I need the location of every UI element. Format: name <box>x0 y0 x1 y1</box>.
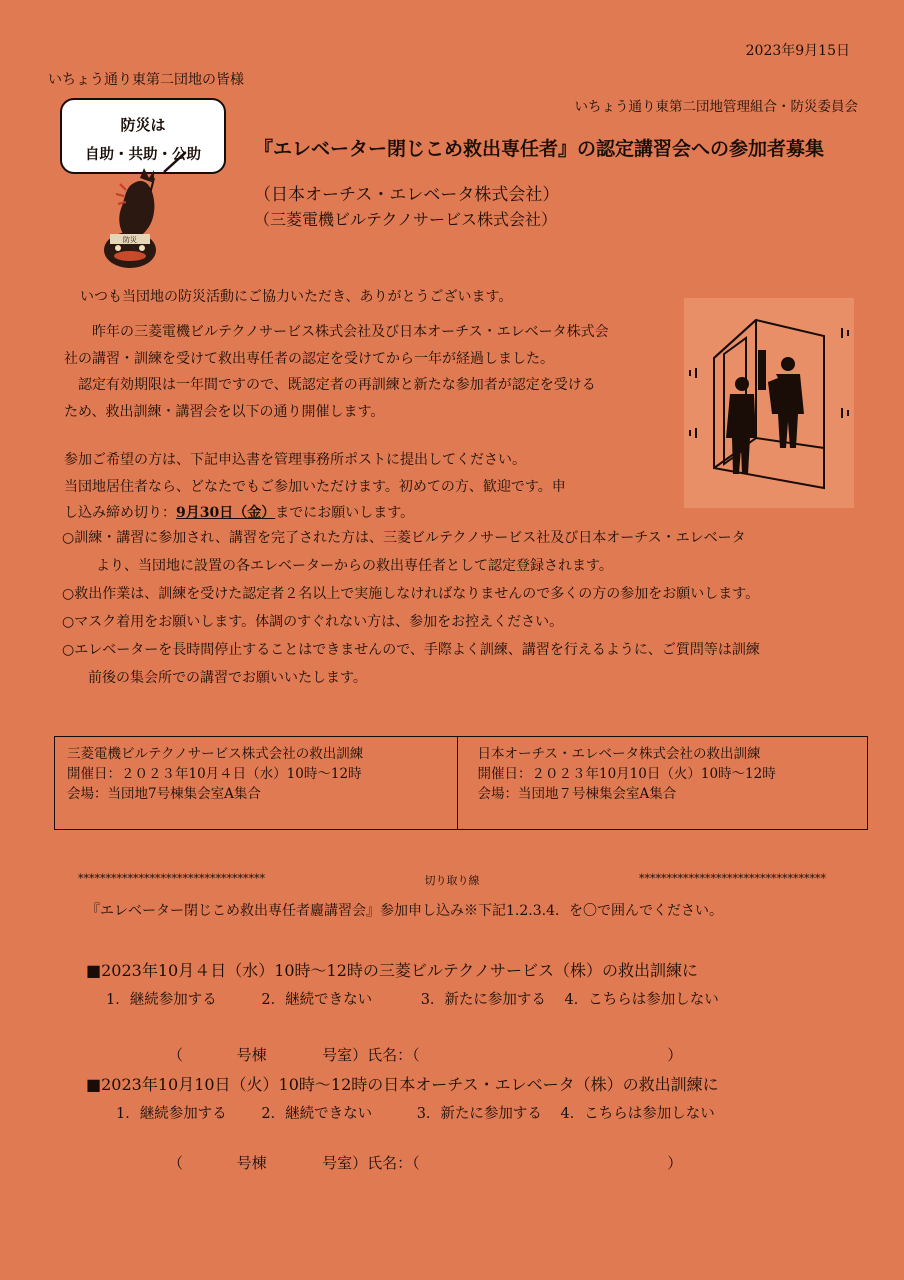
building-label: 号棟 <box>236 1154 267 1172</box>
company-otis: （日本オーチス・エレベータ株式会社） <box>254 185 560 205</box>
bubble-line-2: 自助・共助・公助 <box>85 147 201 163</box>
notes-list <box>62 524 760 692</box>
schedule-date: 開催日：２０２３年10月10日（火）10時～12時 <box>477 766 776 782</box>
option-continue[interactable]: 1．継続参加する <box>106 992 217 1008</box>
paragraph-1-line-2: 社の講習・訓練を受けて救出専任者の認定を受けてから一年が経過しました。 <box>64 350 554 367</box>
cut-line-stars-left: ********************************** <box>78 872 265 885</box>
paren-open: （ <box>168 1046 184 1064</box>
schedule-name: 日本オーチス・エレベータ株式会社の救出訓練 <box>477 746 761 762</box>
schedule-name: 三菱電機ビルテクノサービス株式会社の救出訓練 <box>67 746 364 762</box>
schedule-mitsubishi <box>55 737 457 829</box>
note-1-line-1: ○訓練・講習に参加され、講習を完了された方は、三菱ビルテクノサービス社及び日本オーチス・エレベータ <box>62 530 746 546</box>
paragraph-3-line-1: 参加ご希望の方は、下記申込書を管理事務所ポストに提出してください。 <box>64 452 526 468</box>
paragraph-2-line-1: 認定有効期限は一年間ですので、既認定者の再訓練と新たな参加者が認定を受ける <box>78 377 596 393</box>
sender: いちょう通り東第二団地管理組合・防災委員会 <box>574 99 858 115</box>
schedule-otis <box>457 737 868 829</box>
deadline-suffix: までにお願いします。 <box>275 505 415 521</box>
session-2-options <box>116 1102 715 1123</box>
schedule-date: 開催日：２０２３年10月４日（水）10時～12時 <box>67 766 362 782</box>
schedule-venue: 会場：当団地7号棟集会室A集合 <box>67 786 261 802</box>
paren-close: ） <box>667 1154 683 1172</box>
addressee: いちょう通り東第二団地の皆様 <box>48 72 244 88</box>
option-not-attending[interactable]: 4．こちらは参加しない <box>560 1106 715 1122</box>
room-name-label: 号室）氏名：（ <box>322 1046 420 1064</box>
session-1-title: ■2023年10月４日（水）10時～12時の三菱ビルテクノサービス（株）の救出訓練に <box>86 961 698 980</box>
schedule-venue: 会場：当団地７号棟集会室A集合 <box>477 786 677 802</box>
cut-line-label: 切り取り線 <box>424 874 480 887</box>
company-mitsubishi: （三菱電機ビルテクノサービス株式会社） <box>254 210 558 229</box>
building-label: 号棟 <box>236 1046 267 1064</box>
note-4-line-2: 前後の集会所での講習でお願いいたします。 <box>88 670 367 686</box>
note-1-line-2: より、当団地に設置の各エレベーターからの救出専任者として認定登録されます。 <box>96 558 613 574</box>
cut-line <box>78 872 826 888</box>
option-cannot-continue[interactable]: 2．継続できない <box>261 992 373 1008</box>
note-2: ○救出作業は、訓練を受けた認定者２名以上で実施しなければなりませんので多くの方の参加をお願いします。 <box>62 586 760 602</box>
cut-line-stars-right: ********************************** <box>639 872 826 885</box>
note-4-line-1: ○エレベーターを長時間停止することはできませんので、手際よく訓練、講習を行えるように、ご質問等は訓練 <box>62 642 760 658</box>
option-not-attending[interactable]: 4．こちらは参加しない <box>564 992 719 1008</box>
paragraph-2-line-2: ため、救出訓練・講習会を以下の通り開催します。 <box>64 403 385 420</box>
paragraph-1 <box>64 319 609 425</box>
deadline-line <box>64 500 566 527</box>
schedule-table <box>54 736 868 830</box>
option-cannot-continue[interactable]: 2．継続できない <box>261 1106 373 1122</box>
page-title: 『エレベーター閉じこめ救出専任者』の認定講習会への参加者募集 <box>254 138 825 160</box>
session-1-name-row <box>168 1044 682 1065</box>
paren-close: ） <box>667 1046 683 1064</box>
session-2-name-row <box>168 1152 682 1173</box>
mascot-badge-text: 防災 <box>123 236 137 244</box>
deadline-prefix: し込み締め切り： <box>64 505 176 521</box>
paragraph-3 <box>64 447 566 527</box>
elevator-people-icon <box>684 298 854 508</box>
option-continue[interactable]: 1．継続参加する <box>116 1106 227 1122</box>
note-3: ○マスク着用をお願いします。体調のすぐれない方は、参加をお控えください。 <box>62 614 564 630</box>
session-2-title: ■2023年10月10日（火）10時～12時の日本オーチス・エレベータ（株）の救出訓練に <box>86 1075 719 1094</box>
paragraph-1-line-1: 昨年の三菱電機ビルテクノサービス株式会社及び日本オーチス・エレベータ株式会 <box>92 324 609 340</box>
paragraph-3-line-2: 当団地居住者なら、どなたでもご参加いただけます。初めての方、歓迎です。申 <box>64 478 566 495</box>
option-new[interactable]: 3．新たに参加する <box>416 1106 542 1122</box>
form-instructions: 『エレベーター閉じこめ救出専任者廲講習会』参加申し込み※下記1.2.3.4．を〇で囲んでください。 <box>86 903 723 919</box>
session-1-options <box>106 988 719 1009</box>
room-name-label: 号室）氏名：（ <box>322 1154 420 1172</box>
greeting: いつも当団地の防災活動にご協力いただき、ありがとうございます。 <box>80 289 513 305</box>
catfish-mascot-icon <box>96 150 186 275</box>
option-new[interactable]: 3．新たに参加する <box>420 992 546 1008</box>
paren-open: （ <box>168 1154 184 1172</box>
bubble-line-1: 防災は <box>120 116 166 134</box>
issue-date: 2023年9月15日 <box>745 43 850 59</box>
deadline-date: 9月30日（金） <box>176 505 276 521</box>
